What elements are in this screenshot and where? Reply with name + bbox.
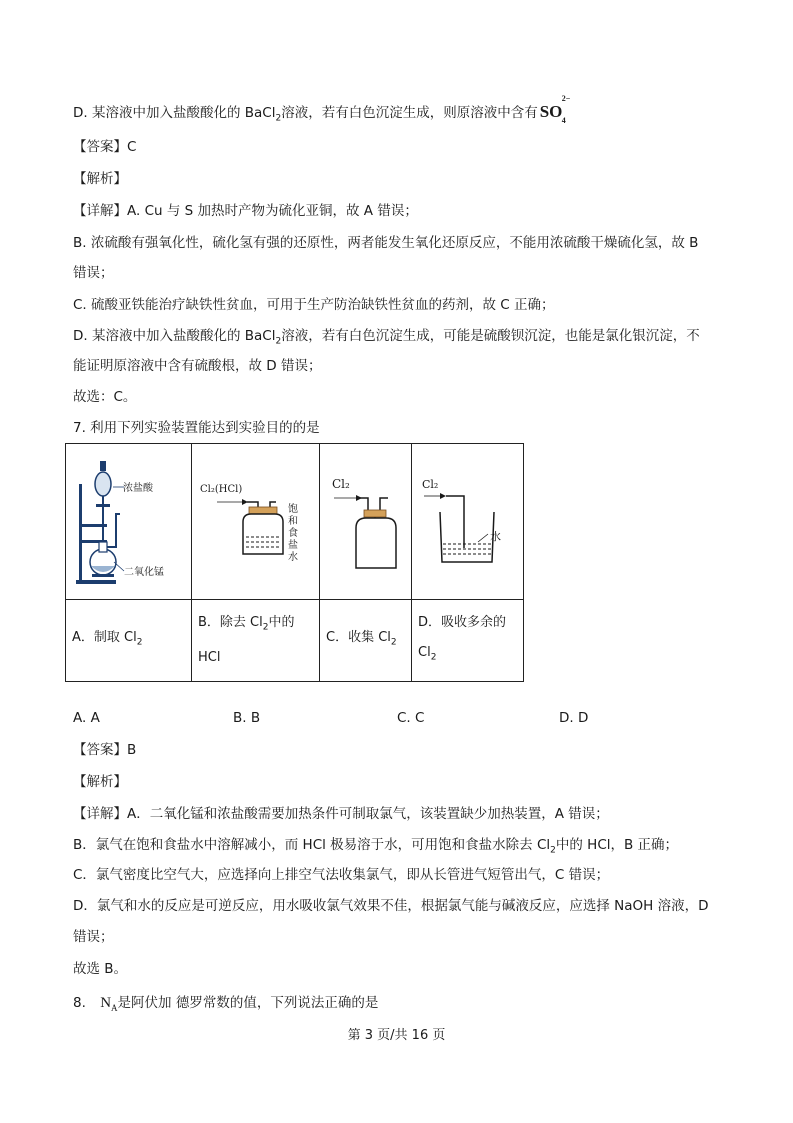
q7-stem: 7. 利用下列实验装置能达到实验目的的是 [73, 420, 320, 436]
na-symbol: $N_A$ [100, 995, 118, 1013]
svg-text:盐: 盐 [288, 540, 298, 551]
svg-text:食: 食 [288, 528, 298, 539]
q6-detail-a: 【详解】A. Cu 与 S 加热时产物为硫化亚铜，故 A 错误； [73, 203, 418, 219]
gas-washing-bottle-figure [192, 444, 319, 599]
q7-analysis-heading: 【解析】 [73, 774, 127, 790]
label-saturated-brine [288, 502, 298, 563]
q6-analysis-heading: 【解析】 [73, 171, 127, 187]
q6-detail-c: C. 硫酸亚铁能治疗缺铁性贫血，可用于生产防治缺铁性贫血的药剂，故 C 正确； [73, 297, 555, 313]
figure-a-cell [66, 444, 192, 600]
q6-answer: 【答案】C [73, 139, 137, 155]
figure-c-cell [320, 444, 412, 600]
gas-absorption-beaker-figure [412, 444, 523, 599]
q6-choice: 故选：C。 [73, 389, 137, 405]
gas-collection-bottle-figure [320, 444, 411, 599]
page-footer: 第 3 页/共 16 页 [347, 1028, 446, 1043]
q7-answer: 【答案】B [73, 742, 137, 758]
q7-detail-b: B．氯气在饱和食盐水中溶解减小，而 HCl 极易溶于水，可用饱和食盐水除去 $Cl_2$中的 HCl，B 正确； [73, 837, 679, 856]
option-b: B. B [233, 710, 261, 726]
option-d-text-2: 溶液，若有白色沉淀生成，则原溶液中含有 [281, 105, 538, 121]
caption-b: B．除去 $Cl_2$中的 HCl [192, 600, 320, 682]
svg-text:水: 水 [288, 552, 298, 563]
figure-d-cell [412, 444, 524, 600]
option-c: C. C [397, 710, 425, 726]
q6-detail-b1: B. 浓硫酸有强氧化性，硫化氢有强的还原性，两者能发生氧化还原反应，不能用浓硫酸干燥硫化氢，故 B [73, 235, 699, 251]
q7-detail-c: C．氯气密度比空气大，应选择向上排空气法收集氯气，即从长管进气短管出气，C 错误； [73, 867, 610, 883]
caption-c: C．收集 $Cl_2$ [320, 600, 412, 682]
chlorine-generator-figure [66, 444, 191, 599]
q7-detail-a: 【详解】A．二氧化锰和浓盐酸需要加热条件可制取氯气，该装置缺少加热装置，A 错误； [73, 806, 609, 822]
label-b-gas: Cl₂(HCl) [200, 484, 243, 495]
sulfate-formula: SO 2− 4 [539, 94, 571, 125]
label-conc-hcl: 浓盐酸 [123, 483, 153, 494]
q6-option-d: D. 某溶液中加入盐酸酸化的 BaCl$_2$溶液，若有白色沉淀生成，则原溶液中含有 SO 2− 4 [73, 94, 571, 125]
label-d-gas: Cl₂ [422, 478, 439, 491]
q8-stem: 8. $N_A$是阿伏加 德罗常数的值，下列说法正确的是 [73, 995, 379, 1013]
label-c-gas: Cl₂ [332, 477, 350, 491]
option-d: D. D [559, 710, 589, 726]
caption-a: A．制取 $Cl_2$ [66, 600, 192, 682]
svg-text:和: 和 [288, 516, 298, 527]
detail-d1-text: D. 某溶液中加入盐酸酸化的 BaCl [73, 328, 276, 344]
q6-detail-d2: 能证明原溶液中含有硫酸根，故 D 错误； [73, 358, 322, 374]
q7-detail-d2: 错误； [73, 929, 114, 945]
figure-b-cell [192, 444, 320, 600]
q6-detail-b2: 错误； [73, 265, 114, 281]
option-d-text: D. 某溶液中加入盐酸酸化的 BaCl [73, 105, 276, 121]
svg-text:饱: 饱 [288, 504, 298, 515]
label-mno2: 二氧化锰 [124, 567, 164, 578]
apparatus-table [65, 443, 524, 682]
label-water: 水 [490, 530, 501, 543]
q7-choice: 故选 B。 [73, 961, 128, 977]
caption-d: D．吸收多余的 $Cl_2$ [412, 600, 524, 682]
option-a: A. A [73, 710, 100, 726]
q7-detail-d1: D．氯气和水的反应是可逆反应，用水吸收氯气效果不佳，根据氯气能与碱液反应，应选择 NaOH 溶液，D [73, 898, 709, 914]
q6-detail-d1: D. 某溶液中加入盐酸酸化的 BaCl$_2$溶液，若有白色沉淀生成，可能是硫酸钡沉淀，也能是氯化银沉淀，不 [73, 328, 700, 347]
detail-d1-text-2: 溶液，若有白色沉淀生成，可能是硫酸钡沉淀，也能是氯化银沉淀，不 [281, 328, 700, 344]
